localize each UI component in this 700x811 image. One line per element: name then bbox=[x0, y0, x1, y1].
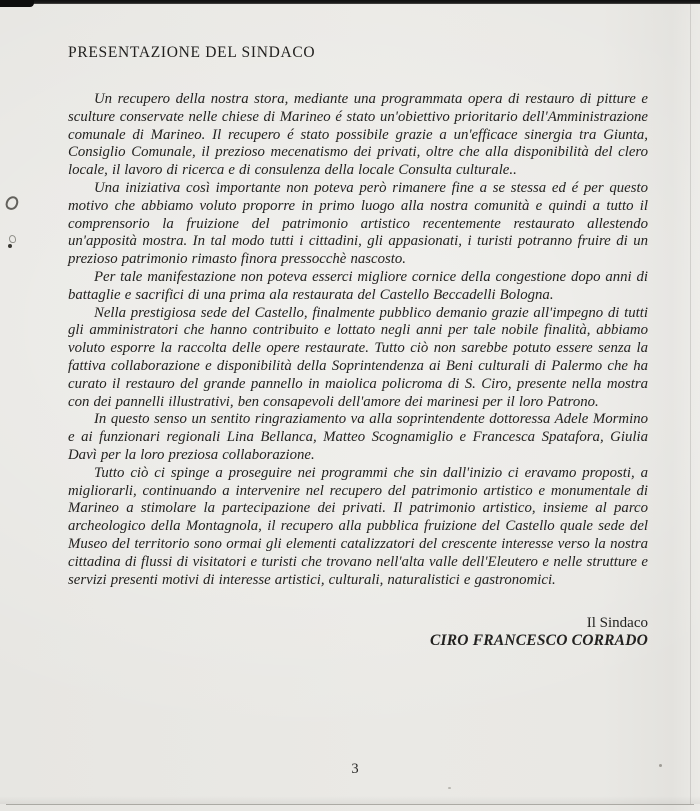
page-number: 3 bbox=[351, 761, 359, 777]
scan-edge-bottom-shadow bbox=[0, 796, 700, 804]
ink-speck-faint bbox=[659, 764, 662, 767]
scan-edge-right bbox=[690, 4, 691, 804]
paragraph-iniziativa-mostra: Una iniziativa così importante non poteva però rimanere fine a se stessa ed é per questo motivo che abbiamo voluto proporre in primo luogo alla nostra comunità e quindi a tutto il comprensorio la fruizione del patrimonio artistico recentemente restaurato allestendo un'apposità mostra. In tal modo tutti i cittadini, gli appasionati, i turisti potranno fruire di un prezioso patrimonio rimasto finora pressocchè nascosto. bbox=[68, 179, 648, 268]
scan-edge-top-left bbox=[0, 0, 34, 7]
document-body bbox=[68, 91, 648, 589]
scan-edge-top bbox=[0, 0, 700, 4]
ink-speck-small bbox=[9, 235, 16, 243]
paragraph-programmi-futuri: Tutto ciò ci spinge a proseguire nei programmi che sin dall'inizio ci eravamo proposti, a migliorarli, continuando a intervenire nel recupero del patrimonio artistico e monumentale di Marineo a stimolare la partecipazione dei privati. Il patrimonio artistico, insieme al parco archeologico della Montagnola, il recupero alla pubblica fruizione del Castello quale sede del Museo del territorio sono ormai gli elementi catalizzatori del crescente interesse verso la nostra cittadina di flussi di visitatori e turisti che trovano nell'alta valle dell'Eleutero e nelle strutture e servizi presenti motivi di interesse artistici, culturali, naturalistici e gastronomici. bbox=[68, 464, 648, 588]
ink-speck-faint bbox=[448, 787, 451, 789]
paragraph-castello-beccadelli: Per tale manifestazione non poteva esserci migliore cornice della congestione dopo anni di battaglie e sacrifici di una prima ala restaurata del Castello Beccadelli Bologna. bbox=[68, 268, 648, 303]
paragraph-soprintendenza-palermo: Nella prestigiosa sede del Castello, finalmente pubblico demanio grazie all'impegno di tutti gli amministratori che hanno contribuito e lottato negli anni per tale nobile finalità, abbiamo voluto esporre la raccolta delle opere restaurate. Tutto ciò non sarebbe potuto essere senza la fattiva collaborazione e disponibilità della Soprintendenza ai Beni culturali di Palermo che ha curato il restauro del grande pannello in maiolica policroma di S. Ciro, presente nella mostra con dei pannelli illustrativi, ben consapevoli dell'amore dei marinesi per il loro Patrono. bbox=[68, 304, 648, 410]
scan-edge-bottom bbox=[6, 804, 694, 805]
paragraph-ringraziamento: In questo senso un sentito ringraziamento va alla soprintendente dottoressa Adele Mormino e ai funzionari regionali Lina Bellanca, Matteo Scognamiglio e Francesca Spatafora, Giulia Davì per la loro preziosa collaborazione. bbox=[68, 411, 648, 463]
signature-role: Il Sindaco bbox=[586, 615, 648, 631]
paragraph-restauro-pitture: Un recupero della nostra stora, mediante una programmata opera di restauro di pitture e sculture conservate nelle chiese di Marineo é stato un'obiettivo prioritario dell'Amministrazione comunale di Marineo. Il recupero é stato possibile grazie a un'efficace sinergia tra Giunta, Consiglio Comunale, il prezioso mecenatismo dei privati, oltre che alla disponibilità del clero locale, il lavoro di ricerca e di consulenza della locale Consulta culturale.. bbox=[68, 91, 648, 179]
signature-name: CIRO FRANCESCO CORRADO bbox=[429, 632, 648, 649]
ink-speck-ring bbox=[4, 194, 20, 211]
signature-block bbox=[430, 615, 648, 650]
document-title: PRESENTAZIONE DEL SINDACO bbox=[68, 44, 316, 61]
ink-speck-dot bbox=[8, 244, 12, 248]
